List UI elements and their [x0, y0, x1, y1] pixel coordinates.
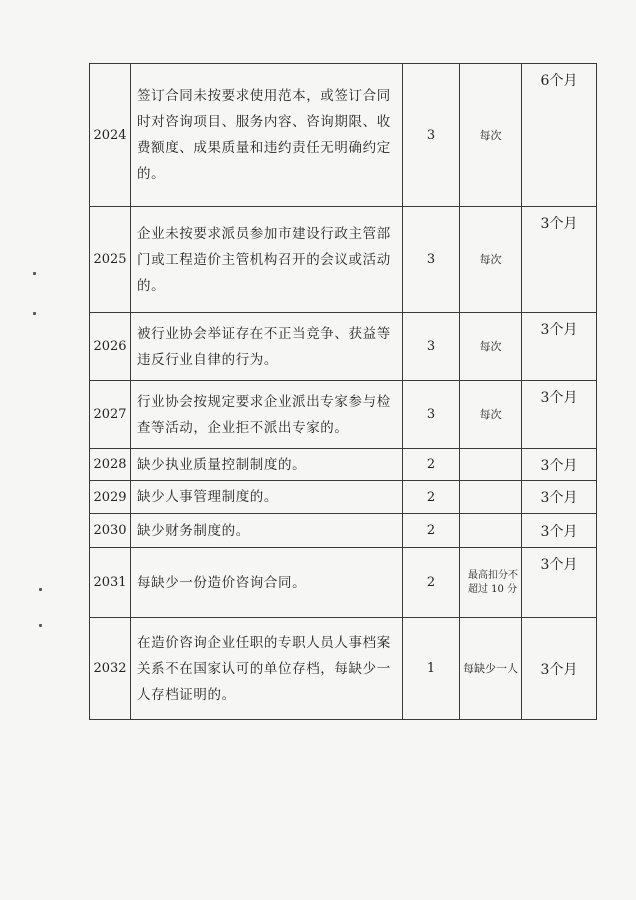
validity-period: 3个月 — [522, 449, 597, 481]
validity-period: 3个月 — [522, 381, 597, 449]
item-description: 缺少执业质量控制制度的。 — [131, 449, 403, 481]
item-description: 缺少财务制度的。 — [131, 514, 403, 548]
validity-period: 3个月 — [522, 313, 597, 381]
table-row — [90, 449, 597, 481]
scan-speck — [39, 624, 42, 627]
item-description: 被行业协会举证存在不正当竞争、获益等违反行业自律的行为。 — [131, 313, 403, 381]
deduction-score: 2 — [403, 449, 460, 481]
deduction-score: 2 — [403, 548, 460, 618]
validity-period: 3个月 — [522, 618, 597, 720]
deduction-score: 3 — [403, 64, 460, 207]
deduction-unit: 每次 — [460, 64, 522, 207]
item-description: 行业协会按规定要求企业派出专家参与检查等活动，企业拒不派出专家的。 — [131, 381, 403, 449]
validity-period: 3个月 — [522, 514, 597, 548]
deduction-score: 2 — [403, 481, 460, 514]
item-code: 2031 — [90, 548, 131, 618]
item-code: 2028 — [90, 449, 131, 481]
validity-period: 3个月 — [522, 481, 597, 514]
item-code: 2025 — [90, 207, 131, 313]
item-description: 签订合同未按要求使用范本，或签订合同时对咨询项目、服务内容、咨询期限、收费额度、成果质量和违约责任无明确约定的。 — [131, 64, 403, 207]
table-row — [90, 64, 597, 207]
deduction-unit — [460, 481, 522, 514]
penalty-table — [89, 63, 597, 720]
item-description: 在造价咨询企业任职的专职人员人事档案关系不在国家认可的单位存档，每缺少一人存档证明的。 — [131, 618, 403, 720]
deduction-unit: 每次 — [460, 313, 522, 381]
validity-period: 6个月 — [522, 64, 597, 207]
deduction-score: 1 — [403, 618, 460, 720]
validity-period: 3个月 — [522, 207, 597, 313]
deduction-unit — [460, 449, 522, 481]
deduction-unit — [460, 514, 522, 548]
table-row — [90, 313, 597, 381]
deduction-unit: 每缺少一人 — [460, 618, 522, 720]
table-row — [90, 207, 597, 313]
item-code: 2024 — [90, 64, 131, 207]
deduction-unit: 每次 — [460, 207, 522, 313]
deduction-score: 3 — [403, 207, 460, 313]
item-code: 2026 — [90, 313, 131, 381]
item-description: 企业未按要求派员参加市建设行政主管部门或工程造价主管机构召开的会议或活动的。 — [131, 207, 403, 313]
scan-speck — [33, 272, 36, 275]
item-code: 2029 — [90, 481, 131, 514]
table-row — [90, 618, 597, 720]
scan-speck — [33, 312, 36, 315]
deduction-score: 3 — [403, 381, 460, 449]
item-code: 2032 — [90, 618, 131, 720]
table-row — [90, 381, 597, 449]
table-row — [90, 514, 597, 548]
item-code: 2030 — [90, 514, 131, 548]
table-row — [90, 481, 597, 514]
table-row — [90, 548, 597, 618]
deduction-unit: 每次 — [460, 381, 522, 449]
item-code: 2027 — [90, 381, 131, 449]
validity-period: 3个月 — [522, 548, 597, 618]
item-description: 每缺少一份造价咨询合同。 — [131, 548, 403, 618]
deduction-score: 2 — [403, 514, 460, 548]
item-description: 缺少人事管理制度的。 — [131, 481, 403, 514]
deduction-unit: 最高扣分不超过 10 分 — [460, 548, 522, 618]
deduction-score: 3 — [403, 313, 460, 381]
scan-speck — [39, 588, 42, 591]
